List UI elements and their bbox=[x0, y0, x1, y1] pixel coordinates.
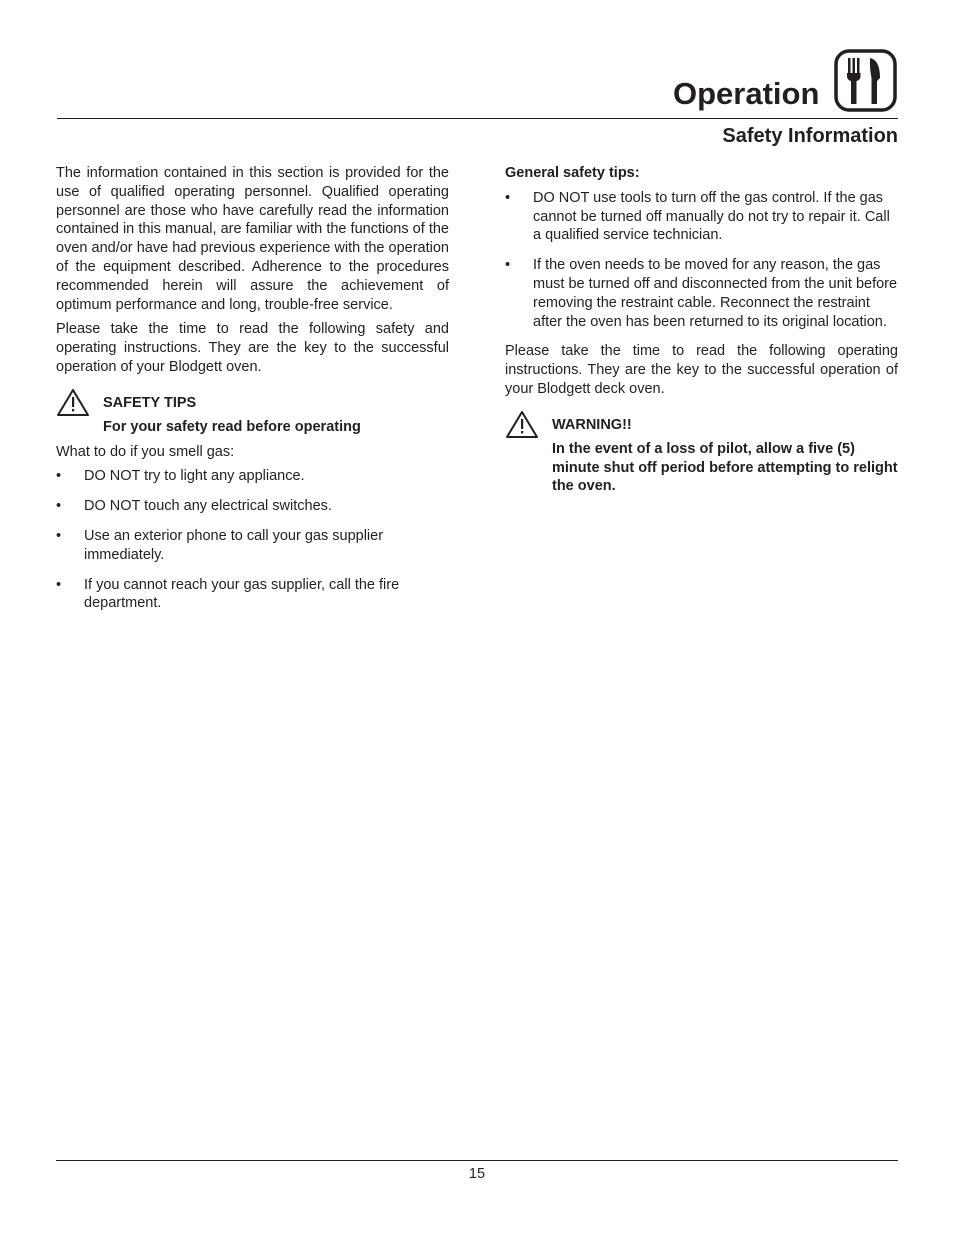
list-item: • If you cannot reach your gas supplier, call the fire department. bbox=[56, 576, 449, 614]
right-column bbox=[505, 164, 898, 496]
safety-tips-subtitle: For your safety read before operating bbox=[103, 418, 361, 435]
page-title: Operation bbox=[673, 76, 820, 111]
warning-title: WARNING!! bbox=[552, 416, 632, 433]
warning-text: In the event of a loss of pilot, allow a five (5) minute shut off period before attempting to relight the oven. bbox=[552, 440, 898, 495]
fork-knife-icon bbox=[834, 49, 897, 112]
left-column bbox=[56, 164, 449, 613]
header-divider bbox=[57, 118, 898, 119]
list-item: • DO NOT touch any electrical switches. bbox=[56, 497, 449, 516]
intro-paragraph-2: Please take the time to read the following safety and operating instructions. They are the key to the successful operation of your Blodgett oven. bbox=[56, 321, 449, 375]
section-title: Safety Information bbox=[722, 125, 898, 147]
page-number: 15 bbox=[468, 1166, 486, 1182]
warning-triangle-icon bbox=[56, 388, 90, 417]
list-item: • If the oven needs to be moved for any reason, the gas must be turned off and disconnected from the unit before removing the restraint cable. Reconnect the restraint after the oven has been returned to its original location. bbox=[505, 256, 898, 331]
intro-paragraph: The information contained in this section is provided for the use of qualified operating personnel. Qualified operating personnel are those who have carefully read the information contained in this manual, are familiar with the functions of the oven and/or have had previous experience with the operation of the equipment described. Adherence to the procedures recommended herein will assure the achievement of optimum performance and long, trouble-free service. bbox=[56, 165, 449, 313]
warning-triangle-icon bbox=[505, 410, 539, 439]
smell-gas-list bbox=[56, 467, 449, 613]
smell-gas-lead: What to do if you smell gas: bbox=[56, 443, 235, 460]
general-tips-list bbox=[505, 189, 898, 332]
list-item: • DO NOT use tools to turn off the gas control. If the gas cannot be turned off manually do not try to repair it. Call a qualified service technician. bbox=[505, 189, 898, 245]
list-item: • DO NOT try to light any appliance. bbox=[56, 467, 449, 486]
operating-paragraph: Please take the time to read the following operating instructions. They are the key to the successful operation of your Blodgett deck oven. bbox=[505, 343, 898, 397]
safety-tips-heading bbox=[56, 394, 449, 418]
list-item: • Use an exterior phone to call your gas supplier immediately. bbox=[56, 527, 449, 565]
warning-heading bbox=[505, 416, 898, 440]
safety-tips-title: SAFETY TIPS bbox=[103, 394, 197, 411]
footer-divider bbox=[56, 1160, 898, 1161]
general-tips-title: General safety tips: bbox=[505, 165, 640, 181]
